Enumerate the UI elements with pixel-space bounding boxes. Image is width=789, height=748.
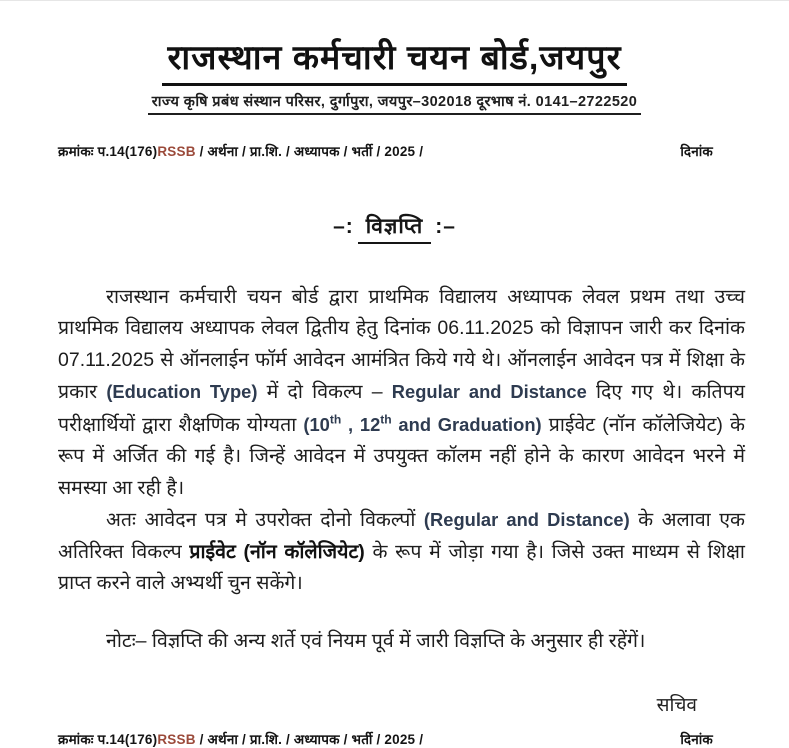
date-label-top: दिनांक	[680, 143, 713, 159]
org-address-row	[0, 91, 789, 115]
notice-heading	[0, 212, 789, 244]
reference-number-top	[58, 142, 423, 160]
reference-row-top	[0, 142, 789, 160]
text-segment: के रूप में जोड़ा गया है। जिसे उक्त माध्यम से शिक्षा प्राप्त करने वाले अभ्यर्थी चुन सकेंगे।	[58, 540, 745, 594]
text-segment: दिए गए थे। कतिपय परीक्षार्थियों द्वारा शैक्षणिक योग्यता	[58, 381, 745, 436]
reference-number-bottom	[58, 730, 423, 748]
notice-body	[0, 282, 789, 658]
text-segment: प्राईवेट (नॉन कॉलेजियेट)	[189, 540, 365, 563]
text-segment: (Regular and Distance)	[423, 509, 630, 530]
text-segment: / अर्थना / प्रा.शि. / अध्यापक / भर्ती / 2025 /	[195, 732, 424, 747]
text-segment: Regular and Distance	[391, 381, 587, 402]
org-title: राजस्थान कर्मचारी चयन बोर्ड,जयपुर	[162, 37, 628, 86]
text-segment: राजस्थान कर्मचारी चयन बोर्ड द्वारा प्राथमिक विद्यालय अध्यापक लेवल प्रथम तथा उच्च प्राथमिक विद्यालय अध्यापक लेवल द्वितीय हेतु दिनांक 06.11.2025 को विज्ञापन जारी कर दिनांक 07.11.2025 से ऑनलाईन फॉर्म आवेदन आमंत्रित किये गये थे। ऑनलाईन आवेदन पत्र में शिक्षा के प्रकार	[58, 285, 745, 403]
reference-row-bottom	[0, 730, 789, 748]
notice-heading-title: विज्ञप्ति	[358, 212, 431, 244]
text-segment: (10	[303, 413, 330, 435]
text-segment: th	[380, 412, 392, 426]
text-segment: में दो विकल्प –	[257, 381, 392, 403]
notice-heading-suffix: :–	[435, 214, 456, 238]
paragraph-1	[58, 282, 745, 505]
signature: सचिव	[656, 695, 697, 716]
letterhead	[0, 37, 789, 115]
text-segment: अतः आवेदन पत्र मे उपरोक्त दोनो विकल्पों	[106, 509, 424, 531]
date-label-bottom: दिनांक	[680, 732, 713, 747]
text-segment: and Graduation)	[391, 413, 542, 435]
paragraph-2	[58, 504, 745, 600]
org-address: राज्य कृषि प्रबंध संस्थान परिसर, दुर्गापुरा, जयपुर–302018 दूरभाष नं. 0141–2722520	[148, 91, 641, 115]
text-segment: th	[329, 412, 342, 426]
text-segment: / अर्थना / प्रा.शि. / अध्यापक / भर्ती / 2025 /	[195, 143, 424, 159]
text-segment: , 12	[341, 413, 381, 435]
text-segment: प्राईवेट (नॉन कॉलेजियेट) के रूप में अर्जित की गई है। जिन्हें आवेदन में उपयुक्त कॉलम नहीं होने के कारण आवेदन भरने में समस्या आ रही है।	[58, 413, 745, 499]
text-segment: RSSB	[157, 732, 196, 747]
note-line: नोटः– विज्ञप्ति की अन्य शर्ते एवं नियम पूर्व में जारी विज्ञप्ति के अनुसार ही रहेंगें।	[106, 629, 646, 652]
text-segment: क्रमांकः प.14(176)	[58, 732, 158, 747]
text-segment: (Education Type)	[106, 381, 258, 402]
text-segment: क्रमांकः प.14(176)	[58, 143, 158, 159]
notice-heading-prefix: –:	[333, 214, 354, 238]
text-segment: के अलावा एक अतिरिक्त विकल्प	[58, 509, 745, 563]
text-segment: RSSB	[157, 143, 196, 159]
